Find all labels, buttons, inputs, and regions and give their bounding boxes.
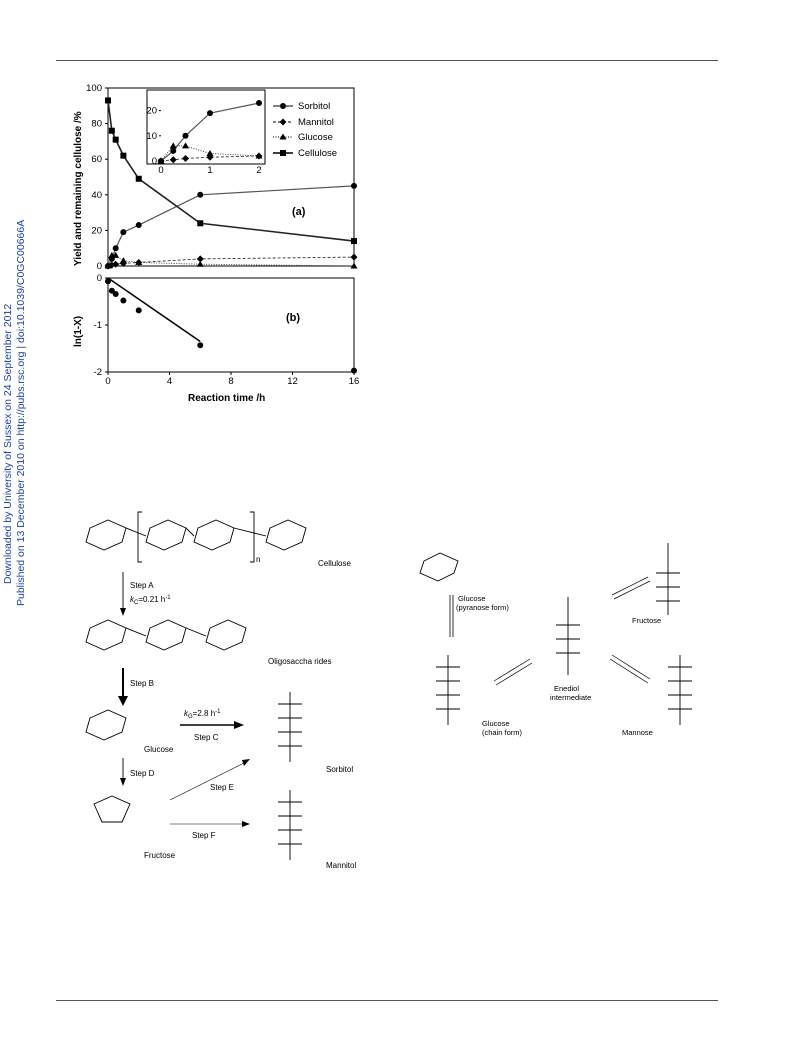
inset-data-point-sorbitol [256, 100, 262, 106]
data-point-ln [351, 368, 357, 374]
kc-label: $k_C=0.21$ $h^{-1}$ [130, 595, 171, 606]
cellulose-label: Cellulose [318, 559, 351, 568]
bottom-rule [56, 1000, 718, 1001]
oligosaccharide-structure [86, 620, 246, 650]
published-line: Published on 13 December 2010 on http://pubs.rsc.org | doi:10.1039/C0GC00666A [15, 219, 27, 606]
x-tick-label: 4 [166, 376, 173, 387]
series-line-sorbitol [108, 186, 354, 266]
inset-y-tick-label: 20 [146, 105, 157, 117]
mannitol-structure [278, 790, 302, 860]
legend-marker-mannitol [280, 119, 287, 126]
data-point-cellulose [197, 220, 203, 226]
y-axis-label-a: Yield and remaining cellulose /% [73, 111, 84, 266]
step-e-label: Step E [210, 783, 235, 792]
data-point-sorbitol [120, 229, 126, 235]
glucose-pyranose-label: Glucose [458, 594, 486, 603]
arrowhead-step-d [120, 778, 126, 786]
equilibrium-enediol-mannose [612, 655, 650, 679]
series-line-mannitol [108, 257, 354, 266]
legend-label-mannitol: Mannitol [298, 117, 334, 128]
inset-y-tick-label: 0 [151, 156, 157, 167]
equilibrium-glucose-enediol [494, 659, 530, 681]
inset-x-tick-label: 2 [256, 165, 262, 176]
oligo-label: Oligosaccha rides [268, 657, 332, 666]
top-rule [56, 60, 718, 61]
mannitol-label: Mannitol [326, 861, 357, 870]
isomerization-scheme [400, 525, 710, 760]
data-point-ln [197, 342, 203, 348]
step-a-label: Step A [130, 581, 154, 590]
arrowhead-step-f [242, 821, 250, 827]
cellulose-structure [86, 512, 306, 562]
data-point-cellulose [136, 176, 142, 182]
kinetics-chart [60, 80, 370, 410]
data-point-sorbitol [197, 192, 203, 198]
chain-form-label: (chain form) [482, 728, 523, 737]
inset-x-tick-label: 1 [207, 165, 213, 176]
legend-label-sorbitol: Sorbitol [298, 101, 331, 112]
data-point-ln [113, 291, 119, 297]
y-tick-label-a: 20 [91, 225, 102, 237]
kg-label: $k_G=2.8$ $h^{-1}$ [184, 709, 221, 720]
step-d-label: Step D [130, 769, 155, 778]
legend-label-glucose: Glucose [298, 132, 333, 143]
inset-data-point-sorbitol [183, 133, 189, 139]
data-point-cellulose [113, 137, 119, 143]
fit-line [108, 278, 200, 341]
enediol-structure [556, 597, 580, 675]
scheme2-svg [400, 525, 710, 755]
glucose-label: Glucose [144, 745, 174, 754]
x-tick-label: 16 [348, 376, 360, 387]
x-tick-label: 8 [228, 376, 234, 387]
legend-label-cellulose: Cellulose [298, 148, 338, 159]
series-line-glucose [108, 255, 354, 266]
data-point-cellulose [351, 238, 357, 244]
data-point-sorbitol [351, 183, 357, 189]
legend [273, 101, 337, 159]
mannose-structure [668, 655, 692, 725]
panel-b-label: (b) [286, 312, 301, 324]
download-line: Downloaded by University of Sussex on 24 September 2012 [2, 303, 14, 584]
y-tick-label-b: -2 [93, 367, 102, 378]
y-tick-label-a: 60 [91, 154, 102, 166]
kinetics-figure [60, 80, 370, 415]
data-point-ln [120, 298, 126, 304]
n-subscript: n [256, 555, 261, 564]
mannose-label: Mannose [622, 728, 653, 737]
y-tick-label-b: 0 [96, 273, 102, 284]
download-notice [0, 0, 30, 1039]
cellulose-conversion-scheme [60, 500, 380, 885]
x-tick-label: 0 [105, 376, 111, 387]
fructose-ring [94, 796, 130, 822]
data-point-cellulose [105, 97, 111, 103]
arrowhead-step-e [242, 759, 250, 766]
panel-b-frame [108, 278, 354, 372]
arrowhead-step-b [118, 696, 128, 706]
data-point-glucose [197, 261, 204, 267]
legend-marker-cellulose [280, 150, 286, 156]
enediol-label-2: intermediate [550, 693, 592, 702]
arrowhead-step-a [120, 608, 126, 616]
panel-a-label: (a) [292, 206, 306, 218]
equilibrium-enediol-mannose-back [610, 659, 648, 683]
data-point-glucose [120, 257, 127, 263]
glucose-chain-structure [436, 655, 460, 725]
x-axis-label: Reaction time /h [188, 393, 266, 404]
scheme1-svg [60, 500, 380, 880]
fructose-label: Fructose [144, 851, 176, 860]
x-tick-label: 12 [287, 376, 298, 387]
inset-y-tick-label: 10 [146, 130, 157, 142]
step-c-label: Step C [194, 733, 219, 742]
data-point-sorbitol [113, 245, 119, 251]
data-point-sorbitol [136, 222, 142, 228]
sorbitol-structure [278, 692, 302, 762]
arrow-step-e [170, 762, 246, 800]
equilibrium-enediol-fructose-back [614, 581, 650, 599]
y-tick-label-a: 40 [91, 189, 102, 201]
y-tick-label-a: 80 [91, 118, 102, 130]
y-tick-label-a: 0 [96, 261, 102, 272]
glucose-chain-label: Glucose [482, 719, 510, 728]
data-point-cellulose [109, 128, 115, 134]
data-point-mannitol [351, 254, 358, 261]
y-axis-label-b: ln(1-X) [73, 315, 84, 347]
glucose-pyranose-ring [420, 553, 458, 581]
sorbitol-label: Sorbitol [326, 765, 354, 774]
fructose-chain-label: Fructose [632, 616, 662, 625]
equilibrium-glucose-enediol-back [496, 663, 532, 685]
y-tick-label-b: -1 [93, 320, 102, 331]
inset-data-point-sorbitol [207, 110, 213, 116]
step-f-label: Step F [192, 831, 216, 840]
equilibrium-enediol-fructose [612, 577, 648, 595]
step-b-label: Step B [130, 679, 155, 688]
fructose-chain-structure [656, 543, 680, 615]
inset-frame [147, 90, 265, 164]
glucose-ring [86, 710, 126, 740]
y-tick-label-a: 100 [86, 83, 102, 94]
data-point-ln [136, 307, 142, 313]
legend-marker-sorbitol [280, 103, 286, 109]
data-point-ln [105, 278, 111, 284]
arrowhead-step-c [234, 721, 244, 729]
inset-x-tick-label: 0 [158, 165, 164, 176]
pyranose-form-label: (pyranose form) [456, 603, 509, 612]
enediol-label-1: Enediol [554, 684, 580, 693]
data-point-cellulose [120, 153, 126, 159]
